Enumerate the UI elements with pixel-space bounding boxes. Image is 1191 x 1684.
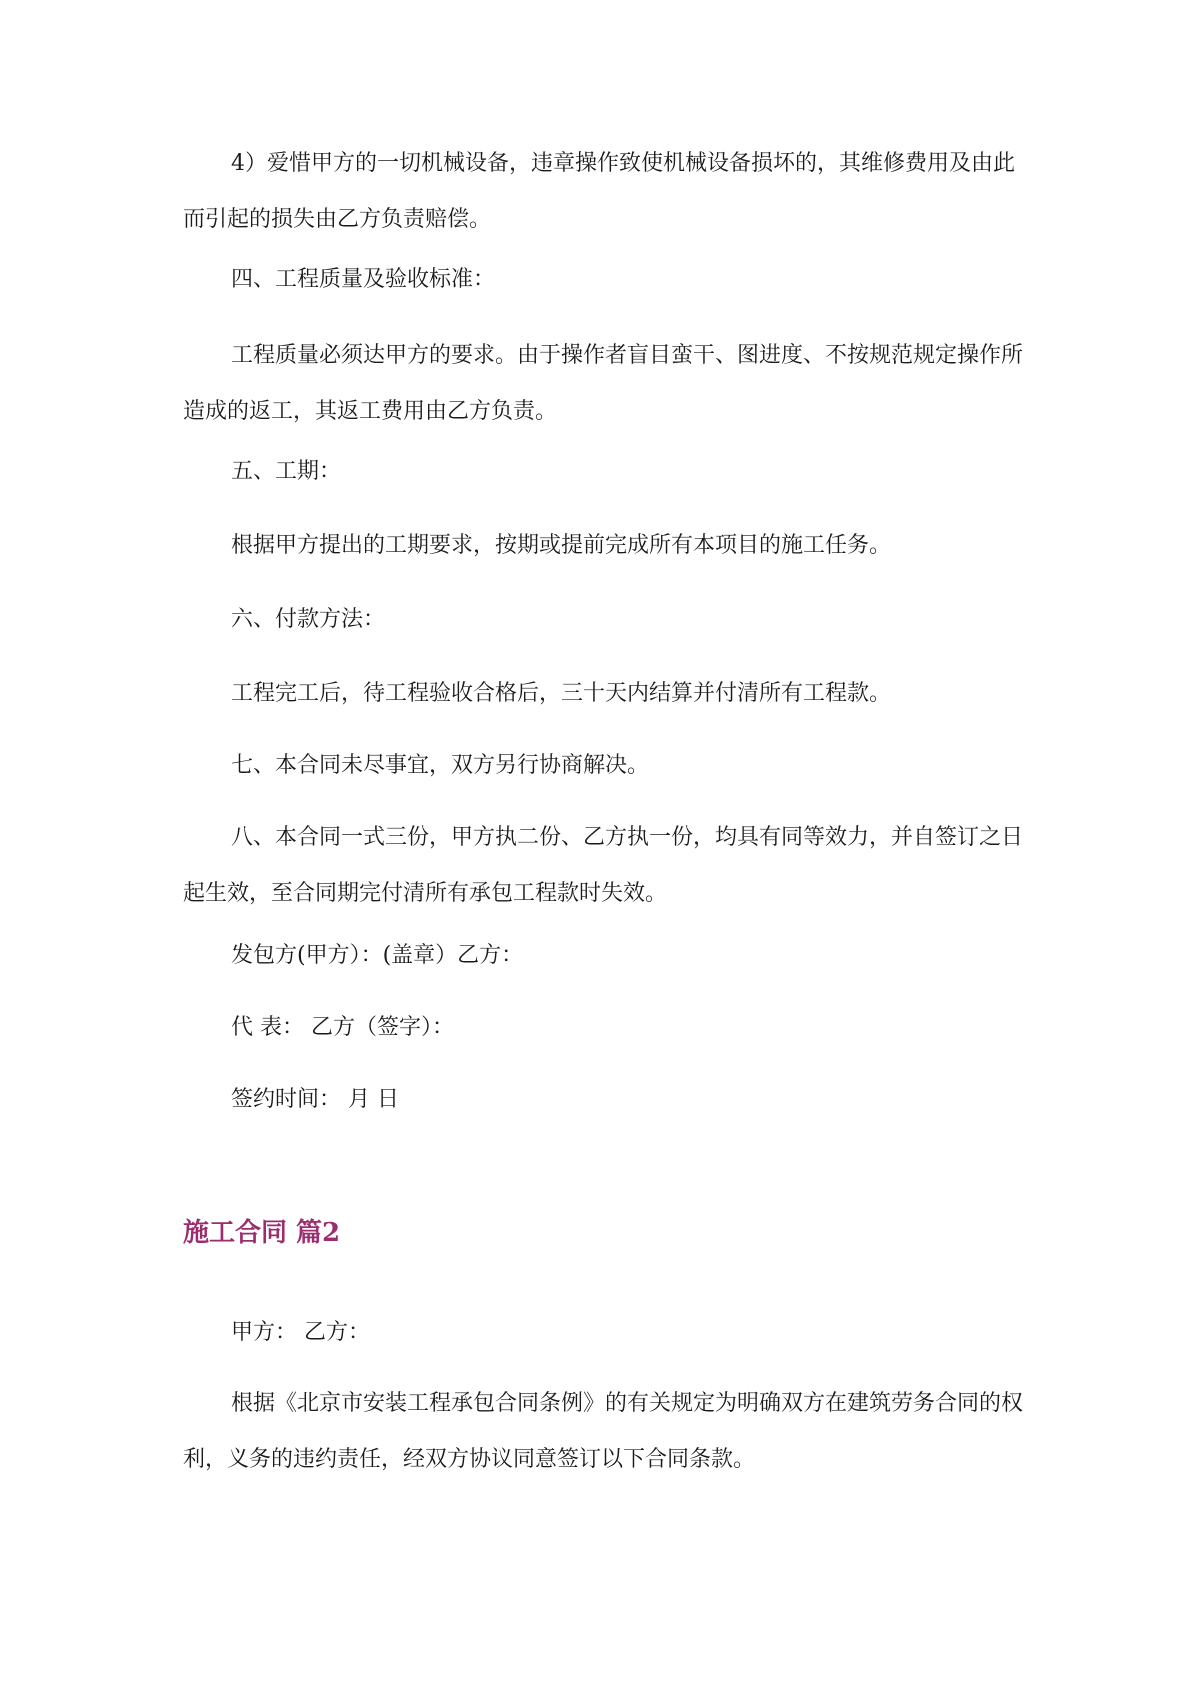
section-heading-quality: 四、工程质量及验收标准： [231, 267, 496, 292]
paragraph-clause-eight: 八、本合同一式三份，甲方执二份、乙方执一份，均具有同等效力，并自签订之日起生效，至合同期完付清所有承包工程款时失效。 [183, 825, 1024, 906]
section-heading-schedule: 五、工期： [231, 459, 342, 484]
paragraph-equipment-care: 4）爱惜甲方的一切机械设备，违章操作致使机械设备损坏的，其维修费用及由此而引起的损失由乙方负责赔偿。 [183, 151, 1015, 232]
paragraph-payment: 工程完工后，待工程验收合格后，三十天内结算并付清所有工程款。 [231, 681, 892, 706]
paragraph-intro: 根据《北京市安装工程承包合同条例》的有关规定为明确双方在建筑劳务合同的权利，义务的违约责任，经双方协议同意签订以下合同条款。 [183, 1391, 1024, 1472]
paragraph-schedule: 根据甲方提出的工期要求，按期或提前完成所有本项目的施工任务。 [231, 533, 892, 558]
parties-line: 甲方： 乙方： [231, 1320, 370, 1345]
signature-line-date: 签约时间： 月 日 [231, 1087, 399, 1112]
signature-line-representative: 代 表： 乙方（签字）： [231, 1015, 454, 1040]
paragraph-quality: 工程质量必须达甲方的要求。由于操作者盲目蛮干、图进度、不按规范规定操作所造成的返工，其返工费用由乙方负责。 [183, 343, 1024, 424]
paragraph-clause-seven: 七、本合同未尽事宜，双方另行协商解决。 [231, 753, 650, 778]
section-heading-payment: 六、付款方法： [231, 607, 386, 632]
section-title: 施工合同 篇2 [183, 1218, 341, 1248]
signature-line-contractor: 发包方(甲方）：(盖章）乙方： [231, 943, 524, 968]
